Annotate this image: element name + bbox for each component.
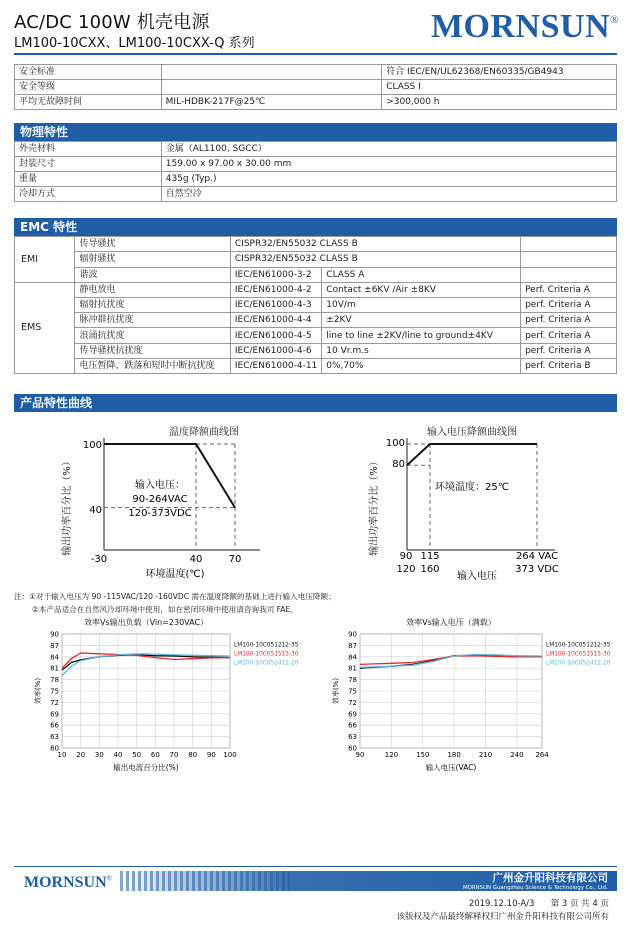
y-tick-label: 81: [348, 664, 357, 673]
spec-condition-cell: MIL-HDBK-217F@25℃: [161, 95, 382, 110]
table-row: [15, 65, 617, 80]
spec-value-cell: 金属（AL1100, SGCC）: [161, 142, 616, 157]
table-row: [15, 142, 617, 157]
legend-entry: LM100-10C051515-30: [546, 651, 611, 658]
y-tick-label: 84: [348, 653, 357, 662]
footer-company-en: MORNSUN Guangzhou Science & Technology Co., Ltd.: [463, 885, 608, 891]
footer-logo: MORNSUN®: [24, 874, 112, 891]
y-tick-label: 90: [50, 630, 59, 639]
y-tick-label: 100: [82, 440, 102, 451]
table-row: [15, 187, 617, 202]
x-tick-label: 60: [150, 751, 160, 759]
x-tick-label: 20: [76, 751, 86, 759]
x-tick-label: 70: [228, 554, 242, 565]
spec-name-cell: 封装尺寸: [15, 157, 162, 172]
emc-item-cell: 传导骚扰: [75, 237, 230, 252]
y-tick-label: 75: [348, 687, 357, 696]
x-tick-label: 10: [57, 751, 67, 759]
x-tick-label: 70: [169, 751, 179, 759]
brand-logo: MORNSUN®: [430, 8, 619, 45]
table-row: [15, 80, 617, 95]
y-tick-label: 87: [50, 641, 59, 650]
x-tick-label: 180: [447, 751, 461, 759]
footer-company-cn: 广州金升阳科技有限公司: [492, 872, 608, 884]
spec-value-cell: CLASS I: [382, 80, 617, 95]
efficiency-vs-input-chart: [320, 614, 616, 772]
annotation-line: 120-373VDC: [128, 508, 192, 519]
efficiency-vs-load-chart: [22, 614, 314, 772]
spec-name-cell: 外壳材料: [15, 142, 162, 157]
emc-item-cell: 辐射抗扰度: [75, 298, 230, 313]
spec-name-cell: 冷却方式: [15, 187, 162, 202]
note-line: 注：①对于输入电压为 90 -115VAC/120 -160VDC 需在温度降额的基础上进行输入电压降额；: [14, 592, 336, 601]
physical-spec-table: [14, 141, 617, 202]
emc-level-cell: 0%,70%: [322, 358, 521, 373]
legend-entry: LM100-10C051212-35: [546, 642, 611, 649]
x-tick-label: 100: [223, 751, 237, 759]
table-row: [15, 237, 617, 252]
x-tick-label: 90: [355, 751, 365, 759]
x-tick-label: 210: [478, 751, 493, 759]
table-row: [15, 313, 617, 328]
emc-item-cell: 传导骚扰抗扰度: [75, 343, 230, 358]
emc-item-cell: 静电放电: [75, 283, 230, 298]
general-spec-table: [14, 64, 617, 110]
emc-criteria-cell: perf. Criteria A: [521, 343, 617, 358]
emc-criteria-cell: [521, 267, 617, 282]
emc-criteria-cell: Perf. Criteria A: [521, 283, 617, 298]
emc-criteria-cell: perf. Criteria A: [521, 313, 617, 328]
section-bar-physical: 物理特性: [14, 123, 617, 141]
x-tick-label: 30: [94, 751, 104, 759]
table-row: [15, 267, 617, 282]
emc-standard-cell: IEC/EN61000-3-2: [230, 267, 321, 282]
table-row: [15, 95, 617, 110]
emc-criteria-cell: [521, 252, 617, 267]
x-tick-label: 90: [206, 751, 216, 759]
table-row: [15, 343, 617, 358]
emc-criteria-cell: perf. Criteria B: [521, 358, 617, 373]
y-tick-label: 72: [348, 698, 357, 707]
emc-spec-table: [14, 236, 617, 374]
y-tick-label: 75: [50, 687, 59, 696]
emc-item-cell: 脉冲群抗扰度: [75, 313, 230, 328]
annotation-line: 环境温度：25℃: [435, 482, 509, 493]
spec-value-cell: 435g (Typ.): [161, 172, 616, 187]
x-tick-label: 264 VAC: [515, 551, 559, 562]
table-row: [15, 157, 617, 172]
legend-entry: LM100-10C051212-35: [234, 642, 299, 649]
x-axis-label: 输入电压: [457, 571, 497, 582]
spec-condition-cell: [161, 80, 382, 95]
table-row: [15, 172, 617, 187]
emc-criteria-cell: perf. Criteria A: [521, 298, 617, 313]
x-tick-label: 264: [535, 751, 549, 759]
y-tick-label: 90: [348, 630, 357, 639]
y-tick-label: 100: [385, 438, 405, 449]
input-voltage-derating-chart: [350, 418, 610, 588]
x-tick-label: 160: [420, 564, 440, 575]
table-row: [15, 358, 617, 373]
y-axis-label: 效率(%): [34, 677, 42, 705]
emc-level-cell: line to line ±2KV/line to ground±4KV: [322, 328, 521, 343]
emc-item-cell: 浪涌抗扰度: [75, 328, 230, 343]
y-tick-label: 60: [50, 744, 59, 753]
chart-title: 效率Vs输出负载（Vin=230VAC）: [83, 618, 209, 627]
spec-name-cell: 重量: [15, 172, 162, 187]
x-axis-label: 输出电流百分比(%): [113, 763, 179, 772]
emc-group-cell: EMS: [15, 283, 75, 374]
x-tick-label: 120: [384, 751, 399, 759]
footer-rule: [14, 866, 617, 867]
y-tick-label: 69: [50, 710, 59, 719]
y-tick-label: 66: [50, 721, 59, 730]
x-tick-label: 120: [396, 564, 416, 575]
spec-condition-cell: [161, 65, 382, 80]
emc-standard-cell: IEC/EN61000-4-3: [230, 298, 321, 313]
emc-standard-cell: CISPR32/EN55032 CLASS B: [230, 252, 520, 267]
y-tick-label: 87: [348, 641, 357, 650]
emc-group-cell: EMI: [15, 237, 75, 283]
emc-level-cell: Contact ±6KV /Air ±8KV: [322, 283, 521, 298]
y-tick-label: 60: [348, 744, 357, 753]
spec-value-cell: 符合 IEC/EN/UL62368/EN60335/GB4943: [382, 65, 617, 80]
table-row: [15, 283, 617, 298]
header-rule: [14, 53, 617, 55]
emc-item-cell: 辐射骚扰: [75, 252, 230, 267]
temperature-derating-chart: [40, 418, 300, 588]
x-tick-label: 40: [189, 554, 203, 565]
x-tick-label: -30: [90, 554, 108, 565]
annotation-line: 90-264VAC: [132, 494, 188, 505]
emc-item-cell: 谐波: [75, 267, 230, 282]
spec-name-cell: 安全等级: [15, 80, 162, 95]
spec-name-cell: 平均无故障时间: [15, 95, 162, 110]
note-line: ②本产品适合在自然风冷却环境中使用，如在密闭环境中使用请咨询我司 FAE。: [32, 605, 298, 614]
section-bar-emc: EMC 特性: [14, 218, 617, 236]
x-tick-label: 80: [188, 751, 198, 759]
x-tick-label: 90: [399, 551, 413, 562]
y-tick-label: 66: [348, 721, 357, 730]
emc-standard-cell: IEC/EN61000-4-6: [230, 343, 321, 358]
section-bar-curves: 产品特性曲线: [14, 394, 617, 412]
legend-entry: LM100-10C051515-30: [234, 651, 299, 658]
y-tick-label: 78: [50, 676, 59, 685]
footer-copyright: 该版权及产品最终解释权归广州金升阳科技有限公司所有: [396, 912, 609, 922]
chart-title: 效率Vs输入电压（满载）: [406, 618, 496, 627]
y-tick-label: 81: [50, 664, 59, 673]
emc-standard-cell: IEC/EN61000-4-11: [230, 358, 321, 373]
emc-level-cell: 10V/m: [322, 298, 521, 313]
x-tick-label: 240: [510, 751, 524, 759]
emc-level-cell: 10 Vr.m.s: [322, 343, 521, 358]
emc-criteria-cell: [521, 237, 617, 252]
doc-title: AC/DC 100W 机壳电源: [14, 12, 210, 33]
spec-value-cell: >300,000 h: [382, 95, 617, 110]
chart-title: 输入电压降额曲线图: [427, 427, 517, 438]
annotation-line: 输入电压：: [135, 480, 185, 491]
y-axis-label: 输出功率百分比（%）: [62, 456, 73, 556]
table-row: [15, 252, 617, 267]
emc-level-cell: ±2KV: [322, 313, 521, 328]
x-tick-label: 115: [420, 551, 440, 562]
emc-standard-cell: IEC/EN61000-4-5: [230, 328, 321, 343]
y-tick-label: 63: [348, 733, 357, 742]
x-tick-label: 373 VDC: [515, 564, 559, 575]
spec-value-cell: 自然空冷: [161, 187, 616, 202]
table-row: [15, 328, 617, 343]
x-tick-label: 150: [416, 751, 430, 759]
emc-standard-cell: IEC/EN61000-4-4: [230, 313, 321, 328]
emc-criteria-cell: perf. Criteria A: [521, 328, 617, 343]
y-tick-label: 78: [348, 676, 357, 685]
spec-name-cell: 安全标准: [15, 65, 162, 80]
y-tick-label: 84: [50, 653, 59, 662]
x-tick-label: 50: [132, 751, 142, 759]
y-axis-label: 输出功率百分比（%）: [369, 456, 380, 556]
y-tick-label: 69: [348, 710, 357, 719]
emc-standard-cell: IEC/EN61000-4-2: [230, 283, 321, 298]
y-tick-label: 40: [89, 505, 102, 516]
legend-entry: LM100-10C052412-20: [234, 660, 299, 667]
chart-title: 温度降额曲线图: [169, 427, 239, 438]
doc-subtitle: LM100-10CXX、LM100-10CXX-Q 系列: [14, 36, 255, 51]
y-axis-label: 效率(%): [332, 677, 340, 705]
y-tick-label: 63: [50, 733, 59, 742]
legend-entry: LM100-10C052412-20: [546, 660, 611, 667]
emc-standard-cell: CISPR32/EN55032 CLASS B: [230, 237, 520, 252]
y-tick-label: 72: [50, 698, 59, 707]
y-tick-label: 80: [392, 459, 405, 470]
derating-line: [407, 444, 537, 465]
footer-version-page: 2019.12.10-A/3 第 3 页 共 4 页: [468, 899, 609, 909]
x-axis-label: 输入电压(VAC): [425, 763, 477, 772]
footer-company-bar: [120, 871, 617, 891]
table-row: [15, 298, 617, 313]
emc-level-cell: CLASS A: [322, 267, 521, 282]
x-tick-label: 40: [113, 751, 123, 759]
spec-value-cell: 159.00 x 97.00 x 30.00 mm: [161, 157, 616, 172]
emc-item-cell: 电压暂降、跌落和短时中断抗扰度: [75, 358, 230, 373]
x-axis-label: 环境温度(℃): [145, 569, 205, 580]
